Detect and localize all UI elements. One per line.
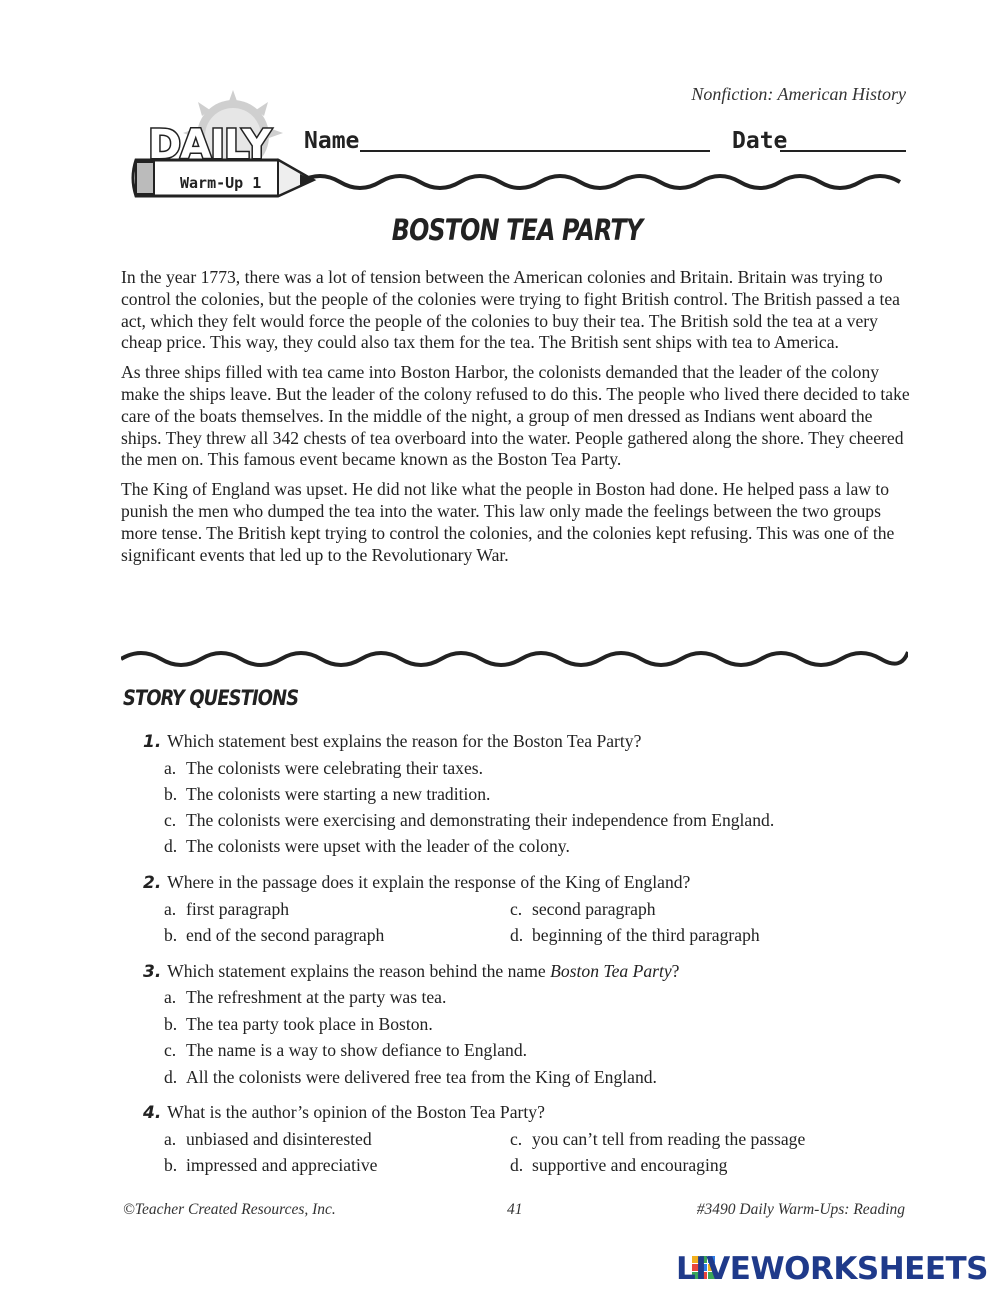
- option-letter: a.: [164, 987, 177, 1007]
- answer-option[interactable]: [510, 1129, 805, 1150]
- answer-option[interactable]: [164, 1129, 372, 1150]
- daily-warmup-logo: [128, 88, 318, 203]
- question-text-end: ?: [671, 961, 680, 981]
- option-letter: c.: [164, 810, 177, 830]
- footer-book-title: #3490 Daily Warm-Ups: Reading: [696, 1201, 905, 1218]
- footer-copyright: ©Teacher Created Resources, Inc.: [123, 1201, 336, 1218]
- option-letter: c.: [164, 1040, 177, 1060]
- question-text-italic: Boston Tea Party: [550, 961, 672, 981]
- option-text: The tea party took place in Boston.: [186, 1014, 433, 1034]
- question-number: 2.: [143, 873, 162, 893]
- option-text: All the colonists were delivered free tea from the King of England.: [186, 1067, 657, 1087]
- question-text: What is the author’s opinion of the Boston Tea Party?: [167, 1102, 545, 1122]
- option-letter: b.: [164, 925, 178, 945]
- option-letter: a.: [164, 1129, 177, 1149]
- option-text: end of the second paragraph: [186, 925, 385, 945]
- subject-label: Nonfiction: American History: [691, 84, 906, 104]
- answer-option[interactable]: [164, 1014, 433, 1035]
- option-text: The name is a way to show defiance to England.: [186, 1040, 528, 1060]
- option-text: second paragraph: [532, 899, 656, 919]
- footer-page-number: 41: [507, 1201, 523, 1218]
- logo-daily-text: DAILY: [148, 122, 271, 168]
- passage-paragraph: As three ships filled with tea came into Boston Harbor, the colonists demanded that the leader of the colony make the ships leave. But the leader of the colony refused to do this. The people who lived there decided to take care of the boats themselves. In the middle of the night, a group of men dressed as Indians went aboard the ships. They threw all 342 chests of tea overboard into the water. People gathered along the shore. They cheered the men on. This famous event became known as the Boston Tea Party.: [121, 362, 910, 470]
- passage-paragraph: In the year 1773, there was a lot of tension between the American colonies and Britain. Britain was trying to control the colonies, but the people of the colonies were trying to fight British control. The British passed a tea act, which they felt would force the people of the colonies to buy their tea. The British sold the tea at a very cheap price. This way, they could also tax them for the tea. The British sent ships with tea to America.: [121, 267, 900, 353]
- option-letter: d.: [164, 1067, 178, 1087]
- option-letter: d.: [510, 925, 524, 945]
- wave-divider-middle: [121, 646, 908, 672]
- option-letter: a.: [164, 899, 177, 919]
- answer-option[interactable]: [164, 899, 289, 920]
- wave-divider-top: [300, 170, 908, 194]
- option-letter: a.: [164, 758, 177, 778]
- name-label: Name: [304, 128, 360, 154]
- option-text: The refreshment at the party was tea.: [186, 987, 447, 1007]
- option-text: unbiased and disinterested: [186, 1129, 372, 1149]
- question-text: Which statement explains the reason behind the name: [167, 961, 551, 981]
- answer-option[interactable]: [164, 1155, 378, 1176]
- passage: [121, 267, 913, 574]
- answer-option[interactable]: [164, 758, 483, 779]
- question-2: [143, 872, 690, 893]
- answer-option[interactable]: [164, 1067, 657, 1088]
- question-number: 3.: [143, 962, 162, 982]
- option-text: The colonists were starting a new tradition.: [186, 784, 491, 804]
- option-text: beginning of the third paragraph: [532, 925, 760, 945]
- page-title: BOSTON TEA PARTY: [391, 213, 643, 247]
- date-line[interactable]: [780, 150, 906, 152]
- date-label: Date: [732, 128, 788, 154]
- name-line[interactable]: [360, 150, 710, 152]
- question-text: Which statement best explains the reason for the Boston Tea Party?: [167, 731, 642, 751]
- logo-warmup-text: Warm-Up 1: [180, 174, 262, 192]
- answer-option[interactable]: [164, 836, 570, 857]
- answer-option[interactable]: [510, 899, 656, 920]
- option-letter: c.: [510, 899, 523, 919]
- question-4: [143, 1102, 545, 1123]
- answer-option[interactable]: [510, 925, 760, 946]
- question-3: [143, 961, 679, 982]
- question-number: 4.: [143, 1103, 162, 1123]
- answer-option[interactable]: [164, 810, 774, 831]
- option-letter: d.: [164, 836, 178, 856]
- answer-option[interactable]: [164, 784, 490, 805]
- option-letter: b.: [164, 1155, 178, 1175]
- question-1: [143, 731, 641, 752]
- option-text: supportive and encouraging: [532, 1155, 728, 1175]
- questions-heading: STORY QUESTIONS: [123, 686, 299, 710]
- question-number: 1.: [143, 732, 162, 752]
- answer-option[interactable]: [164, 1040, 527, 1061]
- option-text: first paragraph: [186, 899, 290, 919]
- option-text: you can’t tell from reading the passage: [532, 1129, 806, 1149]
- option-letter: c.: [510, 1129, 523, 1149]
- option-text: The colonists were upset with the leader of the colony.: [186, 836, 570, 856]
- answer-option[interactable]: [164, 987, 446, 1008]
- liveworksheets-brand[interactable]: LIVEWORKSHEETS: [676, 1251, 988, 1287]
- option-text: impressed and appreciative: [186, 1155, 378, 1175]
- option-text: The colonists were exercising and demonstrating their independence from England.: [186, 810, 775, 830]
- answer-option[interactable]: [510, 1155, 727, 1176]
- option-letter: b.: [164, 1014, 178, 1034]
- option-letter: d.: [510, 1155, 524, 1175]
- question-text: Where in the passage does it explain the response of the King of England?: [167, 872, 691, 892]
- option-letter: b.: [164, 784, 178, 804]
- answer-option[interactable]: [164, 925, 384, 946]
- passage-paragraph: The King of England was upset. He did not like what the people in Boston had done. He helped pass a law to punish the men who dumped the tea into the water. This law only made the feelings between the two groups more tense. The British kept trying to control the colonies, and the colonies kept refusing. This was one of the significant events that led up to the Revolutionary War.: [121, 479, 895, 565]
- option-text: The colonists were celebrating their taxes.: [186, 758, 484, 778]
